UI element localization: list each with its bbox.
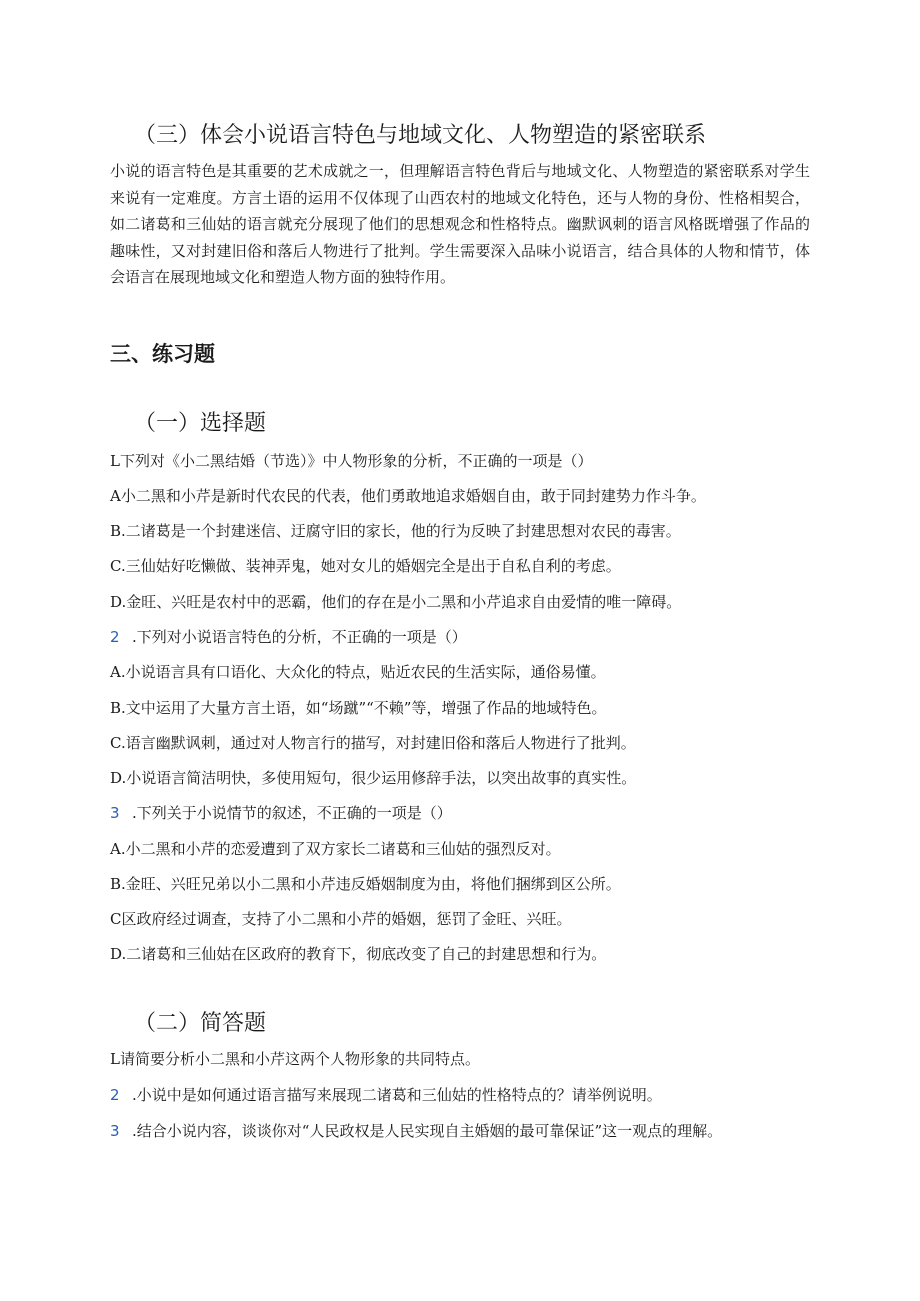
- question-2-option-b: B.文中运用了大量方言土语，如“场蹴”“不赖”等，增强了作品的地域特色。: [110, 699, 607, 717]
- question-1-option-a: A小二黑和小芹是新时代农民的代表，他们勇敢地追求婚姻自由，敢于同封建势力作斗争。: [110, 487, 706, 505]
- question-2-option-a: A.小说语言具有口语化、大众化的特点，贴近农民的生活实际，通俗易懂。: [110, 663, 606, 681]
- short-question-1: L请简要分析小二黑和小芹这两个人物形象的共同特点。: [110, 1050, 480, 1068]
- question-3-text: .下列关于小说情节的叙述，不正确的一项是（）: [132, 804, 452, 822]
- question-1-option-c: C.三仙姑好吃懒做、装神弄鬼，她对女儿的婚姻完全是出于自私自利的考虑。: [110, 557, 621, 575]
- question-3-option-c: C区政府经过调查，支持了小二黑和小芹的婚姻，惩罚了金旺、兴旺。: [110, 910, 572, 928]
- question-3-stem: [110, 803, 452, 823]
- question-1-option-d: D.金旺、兴旺是农村中的恶霸，他们的存在是小二黑和小芹追求自由爱情的唯一障碍。: [110, 593, 682, 611]
- question-3-number: 3: [110, 804, 120, 822]
- short-question-2-number: 2: [110, 1086, 120, 1104]
- question-2-stem: [110, 627, 467, 647]
- question-3-option-d: D.二诸葛和三仙姑在区政府的教育下，彻底改变了自己的封建思想和行为。: [110, 945, 607, 963]
- short-question-3-text: .结合小说内容，谈谈你对“人民政权是人民实现自主婚姻的最可靠保证”这一观点的理解。: [132, 1122, 723, 1140]
- short-question-2: [110, 1085, 662, 1105]
- question-2-number: 2: [110, 628, 120, 646]
- question-1-option-b: B.二诸葛是一个封建迷信、迂腐守旧的家长，他的行为反映了封建思想对农民的毒害。: [110, 522, 681, 540]
- question-3-option-b: B.金旺、兴旺兄弟以小二黑和小芹违反婚姻制度为由，将他们捆绑到区公所。: [110, 875, 621, 893]
- question-2-option-d: D.小说语言简洁明快，多使用短句，很少运用修辞手法，以突出故事的真实性。: [110, 769, 637, 787]
- short-question-3: [110, 1121, 722, 1141]
- section-paragraph: 小说的语言特色是其重要的艺术成就之一，但理解语言特色背后与地域文化、人物塑造的紧密联系对学生来说有一定难度。方言土语的运用不仅体现了山西农村的地域文化特色，还与人物的身份、性格相契合，如二诸葛和三仙姑的语言就充分展现了他们的思想观念和性格特点。幽默讽刺的语言风格既增强了作品的趣味性，又对封建旧俗和落后人物进行了批判。学生需要深入品味小说语言，结合具体的人物和情节，体会语言在展现地域文化和塑造人物方面的独特作用。: [110, 162, 810, 286]
- section-heading-language-features: （三）体会小说语言特色与地域文化、人物塑造的紧密联系: [134, 123, 707, 148]
- question-2-option-c: C.语言幽默讽刺，通过对人物言行的描写，对封建旧俗和落后人物进行了批判。: [110, 734, 636, 752]
- question-1-stem: L下列对《小二黑结婚（节选）》中人物形象的分析，不正确的一项是（）: [110, 452, 593, 470]
- short-question-2-text: .小说中是如何通过语言描写来展现二诸葛和三仙姑的性格特点的？请举例说明。: [132, 1086, 662, 1104]
- short-question-3-number: 3: [110, 1122, 120, 1140]
- choice-questions-heading: （一）选择题: [134, 411, 267, 436]
- question-3-option-a: A.小二黑和小芹的恋爱遭到了双方家长二诸葛和三仙姑的强烈反对。: [110, 840, 561, 858]
- exercises-heading: 三、练习题: [110, 342, 215, 366]
- short-answer-heading: （二）简答题: [134, 1011, 267, 1036]
- question-2-text: .下列对小说语言特色的分析，不正确的一项是（）: [132, 628, 467, 646]
